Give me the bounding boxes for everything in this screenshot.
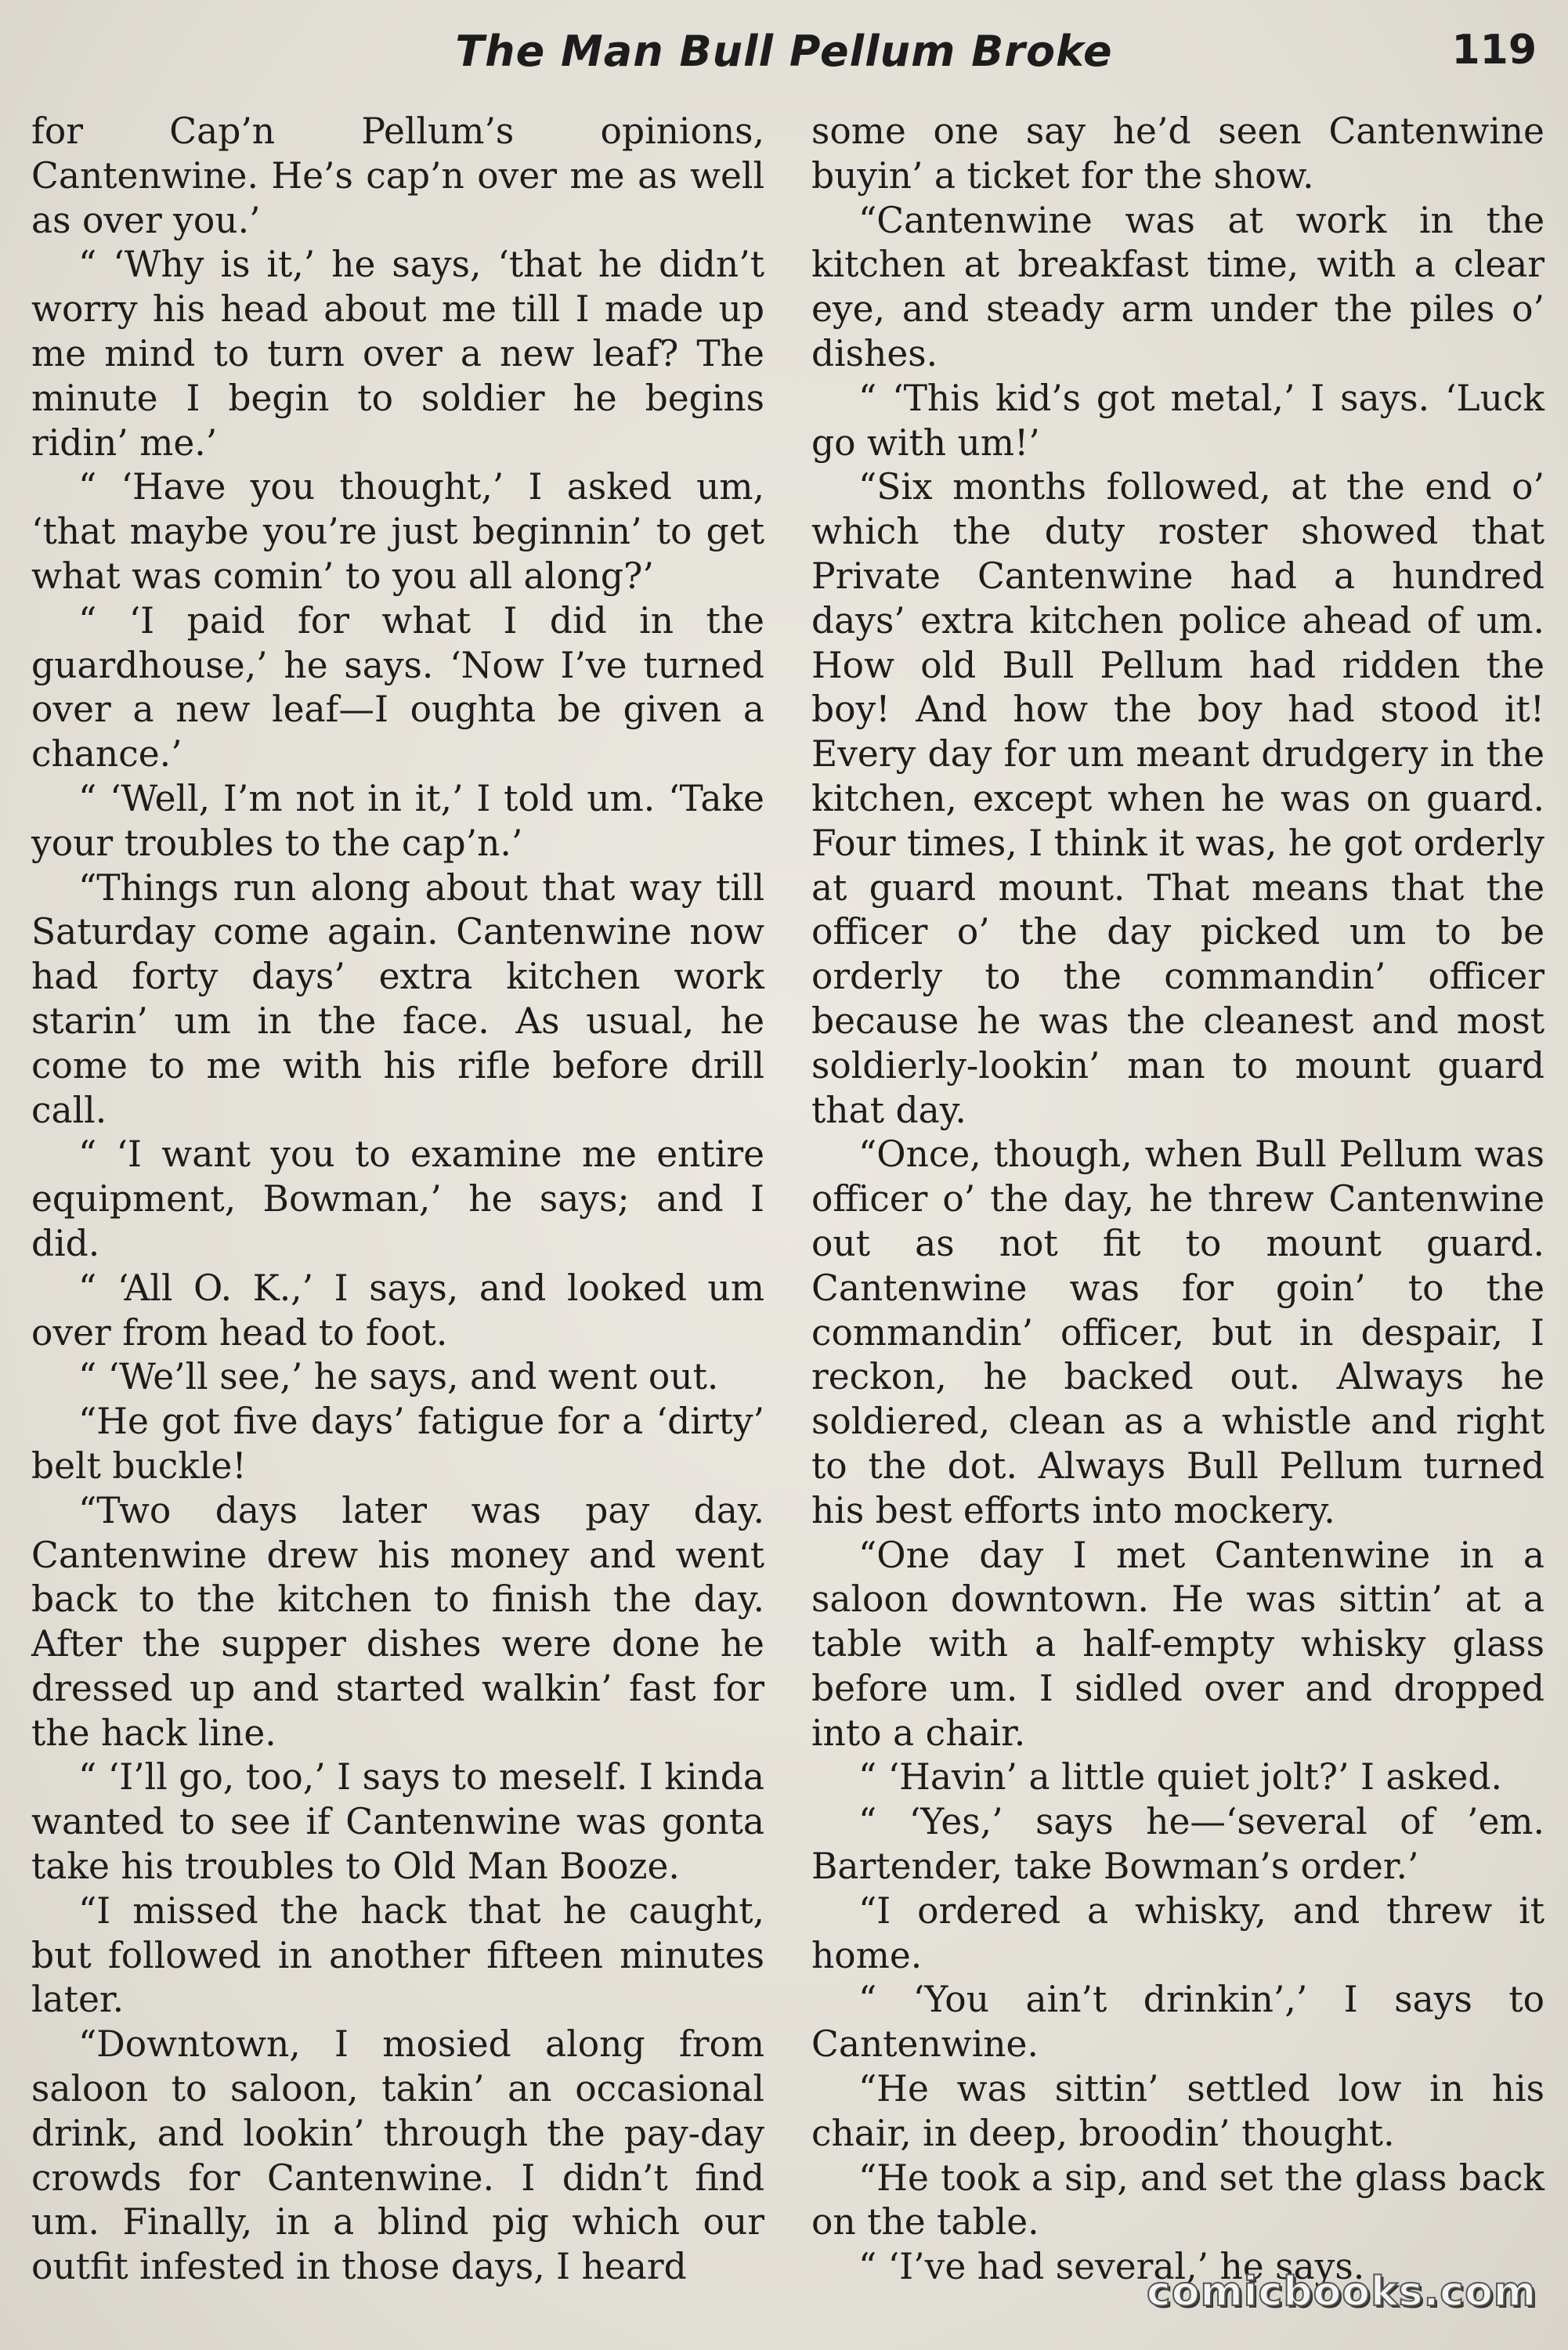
paragraph: “ ‘I want you to examine me entire equipment, Bowman,’ he says; and I did. [31, 1133, 764, 1264]
paragraph: some one say he’d seen Cantenwine buyin’ a ticket for the show. [811, 110, 1545, 197]
right-text-column [811, 110, 1545, 2290]
paragraph: “One day I met Cantenwine in a saloon downtown. He was sittin’ at a table with a half-empty whisky glass before um. I sidled over and dropped into a chair. [811, 1534, 1545, 1754]
paragraph: “Things run along about that way till Saturday come again. Cantenwine now had forty days’ extra kitchen work starin’ um in the face. As usual, he come to me with his rifle before drill call. [31, 866, 764, 1131]
paragraph: “ ‘I’ll go, too,’ I says to meself. I kinda wanted to see if Cantenwine was gonta take his troubles to Old Man Booze. [31, 1756, 764, 1888]
paragraph: “ ‘You ain’t drinkin’,’ I says to Cantenwine. [811, 1979, 1545, 2066]
paragraph: “Two days later was pay day. Cantenwine drew his money and went back to the kitchen to finish the day. After the supper dishes were done he dressed up and started walkin’ fast for the hack line. [31, 1489, 764, 1754]
paragraph: “ ‘We’ll see,’ he says, and went out. [78, 1356, 719, 1398]
paragraph: “ ‘Why is it,’ he says, ‘that he didn’t worry his head about me till I made up me mind to turn over a new leaf? The minute I begin to soldier he begins ridin’ me.’ [31, 244, 764, 464]
paragraph: “I missed the hack that he caught, but followed in another fifteen minutes later. [31, 1889, 764, 2021]
paragraph: “ ‘All O. K.,’ I says, and looked um over from head to foot. [31, 1267, 764, 1354]
paragraph: “Six months followed, at the end o’ which the duty roster showed that Private Cantenwine had a hundred days’ extra kitchen police ahead of um. How old Bull Pellum had ridden the boy! And how the boy had stood it! Every day for um meant drudgery in the kitchen, except when he was on guard. Four times, I think it was, he got orderly at guard mount. That means that the officer o’ the day picked um to be orderly to the commandin’ officer because he was the cleanest and most soldierly-lookin’ man to mount guard that day. [811, 466, 1545, 1131]
paragraph: “He took a sip, and set the glass back on the table. [811, 2157, 1545, 2243]
page-header [31, 22, 1537, 85]
paragraph: “ ‘This kid’s got metal,’ I says. ‘Luck go with um!’ [811, 377, 1545, 464]
page-number: 119 [1451, 27, 1537, 74]
paragraph: “ ‘Well, I’m not in it,’ I told um. ‘Take your troubles to the cap’n.’ [31, 777, 764, 864]
paragraph: “ ‘Havin’ a little quiet jolt?’ I asked. [858, 1756, 1502, 1799]
watermark-logo: comicbooks.com [1146, 2269, 1537, 2316]
left-text-column [31, 110, 764, 2290]
paragraph: “Cantenwine was at work in the kitchen at breakfast time, with a clear eye, and steady arm under the piles o’ dishes. [811, 199, 1545, 374]
paragraph: “ ‘I’ve had several,’ he says. [858, 2246, 1365, 2288]
paragraph: “Downtown, I mosied along from saloon to saloon, takin’ an occasional drink, and lookin’ through the pay-day crowds for Cantenwine. I didn’t find um. Finally, in a blind pig which our outfit infested in those days, I heard [31, 2023, 764, 2288]
paragraph: “Once, though, when Bull Pellum was officer o’ the day, he threw Cantenwine out as not fit to mount guard. Cantenwine was for goin’ to the commandin’ officer, but in despair, I reckon, he backed out. Always he soldiered, clean as a whistle and right to the dot. Always Bull Pellum turned his best efforts into mockery. [811, 1133, 1545, 1531]
paragraph: for Cap’n Pellum’s opinions, Cantenwine. He’s cap’n over me as well as over you.’ [31, 110, 764, 241]
paragraph: “He got five days’ fatigue for a ‘dirty’ belt buckle! [31, 1401, 764, 1487]
paragraph: “ ‘I paid for what I did in the guardhouse,’ he says. ‘Now I’ve turned over a new leaf—I oughta be given a chance.’ [31, 599, 764, 776]
paragraph: “I ordered a whisky, and threw it home. [811, 1889, 1545, 1976]
running-title: The Man Bull Pellum Broke [455, 27, 1113, 76]
paragraph: “ ‘Have you thought,’ I asked um, ‘that maybe you’re just beginnin’ to get what was comin’ to you all along?’ [31, 466, 764, 597]
paragraph: “He was sittin’ settled low in his chair, in deep, broodin’ thought. [811, 2068, 1545, 2154]
paragraph: “ ‘Yes,’ says he—‘several of ’em. Bartender, take Bowman’s order.’ [811, 1801, 1545, 1888]
